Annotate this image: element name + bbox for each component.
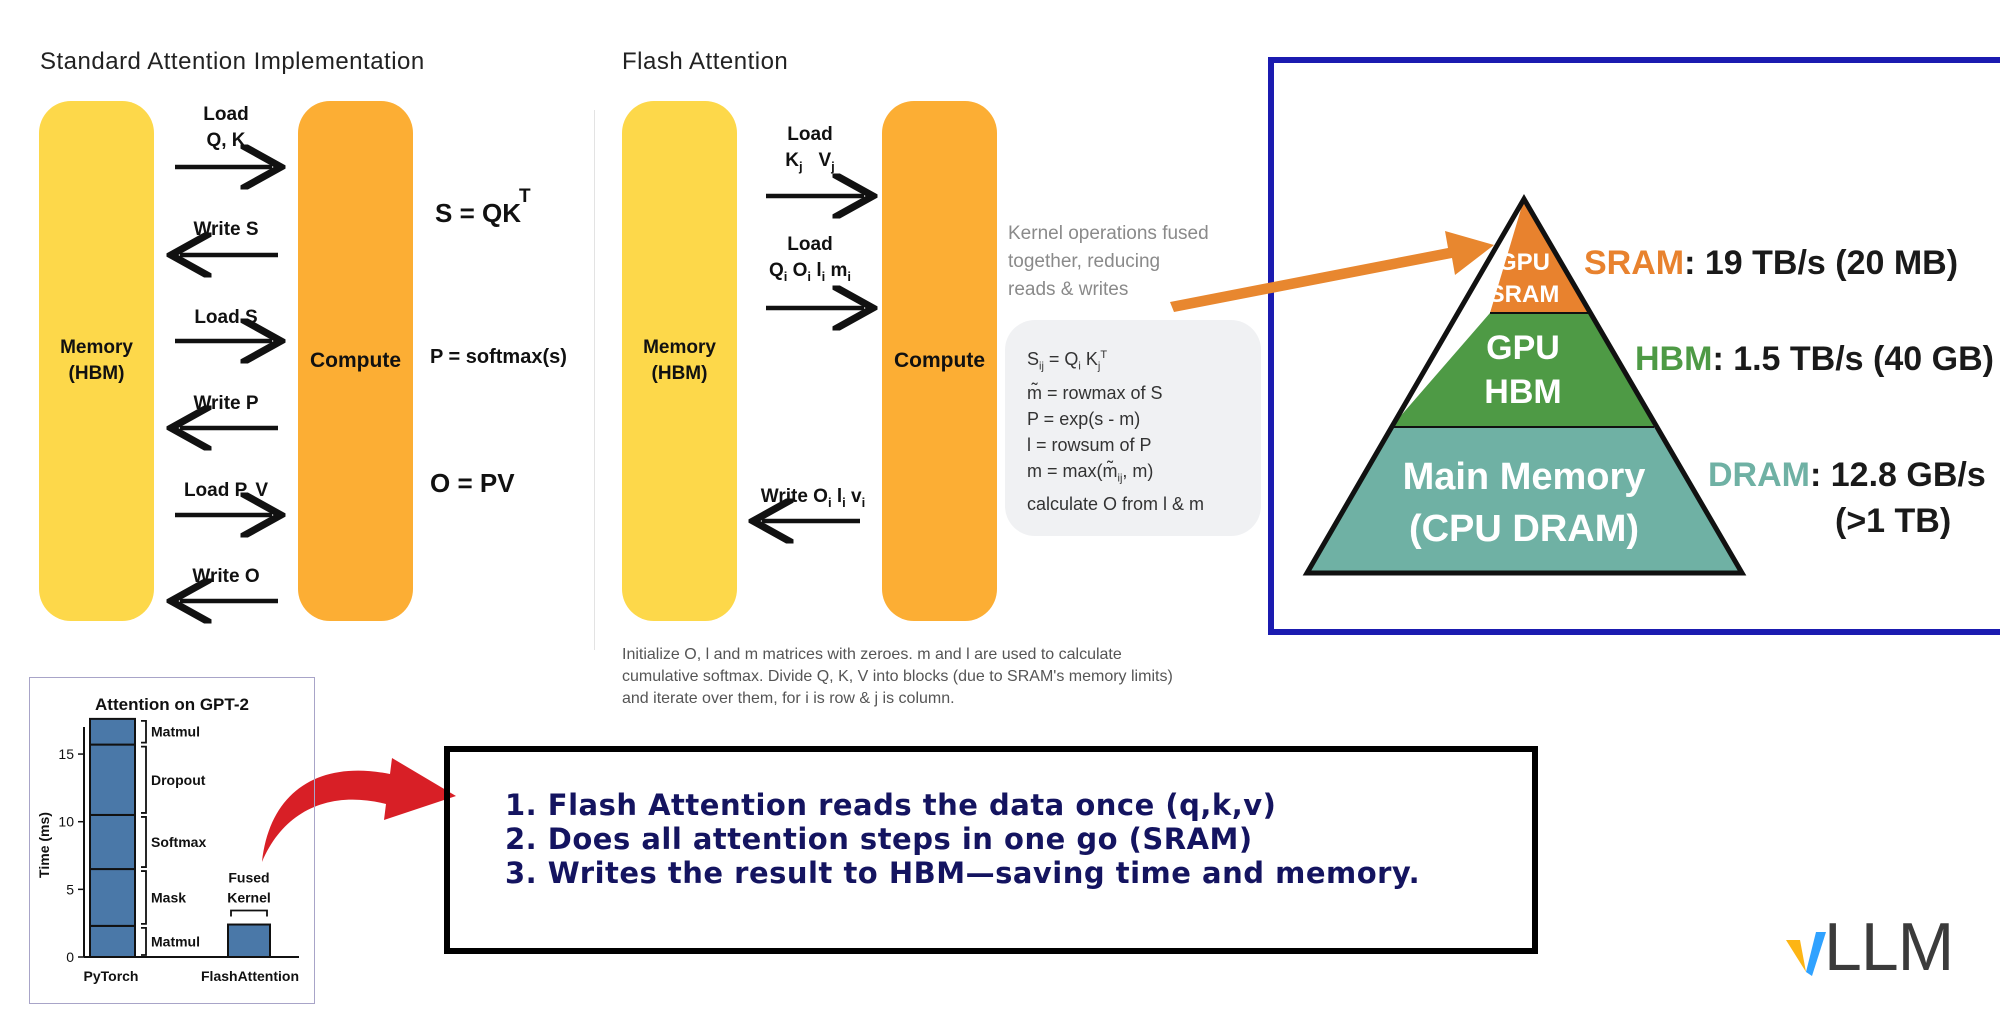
fused-note-line-2: together, reducing	[1008, 251, 1161, 272]
chart-bar-segment	[228, 925, 270, 957]
flash-op-qolm-vars: $Q_i$ $O_i$ $l_i$ $m_i$	[768, 260, 852, 284]
hbm-tier-label-2: HBM	[1484, 373, 1562, 411]
init-note-line-1: Initialize O, l and m matrices with zeroes. m and l are used to calculate	[622, 646, 1122, 663]
sram-tier-label-1: GPU	[1497, 249, 1551, 276]
hbm-value: : 1.5 TB/s (40 GB)	[1712, 340, 1994, 378]
summary-line-1: 1. Flash Attention reads the data once (q,k,v)	[505, 788, 1277, 822]
chart-category-label: PyTorch	[83, 968, 139, 984]
chart-y-tick-label: 15	[58, 746, 74, 763]
chart-segment-label: Dropout	[151, 771, 206, 788]
chart-category-label: FlashAttention	[201, 968, 299, 984]
step-max: $m = \max(m̃_{ij}$, m)	[1027, 460, 1154, 485]
chart-y-axis-label: Time (ms)	[36, 812, 52, 878]
pyramid-tier-dram	[1307, 427, 1742, 573]
chart-segment-label: Matmul	[151, 723, 200, 740]
chart-segment-label: Mask	[151, 889, 187, 906]
std-op-write-s: Write S	[193, 219, 259, 240]
sram-value: : 19 TB/s (20 MB)	[1684, 244, 1959, 282]
flash-op-write: Write $O_i$ $l_i$ $v_i$	[760, 486, 866, 510]
flash-compute-label: Compute	[894, 349, 985, 372]
step-rowmax: m̃ = rowmax of S	[1027, 382, 1163, 403]
std-op-load-s: Load S	[194, 307, 258, 328]
step-s: $S_{ij} = Q_i$ $K_j^T$	[1027, 349, 1108, 373]
chart-y-tick-label: 5	[66, 881, 74, 898]
step-rowsum: l = rowsum of P	[1027, 434, 1152, 455]
sram-tier-label-2: SRAM	[1488, 281, 1560, 308]
step-rowmax-text: = rowmax of S	[1047, 382, 1163, 403]
standard-compute-label: Compute	[310, 349, 401, 372]
standard-attention-title: Standard Attention Implementation	[40, 48, 425, 75]
equation-p: P = softmax(s)	[430, 346, 567, 368]
std-op-qk-label: Q, K	[206, 130, 246, 151]
equation-o: O = PV	[430, 468, 515, 498]
chart-fused-annotation-1: Fused	[228, 869, 270, 886]
fused-note-line-1: Kernel operations fused	[1008, 223, 1209, 244]
fused-note-line-3: reads & writes	[1008, 279, 1129, 300]
chart-segment-bracket	[141, 871, 146, 924]
flash-op-load-qolm-label: Load	[787, 234, 833, 255]
std-op-load-label: Load	[203, 104, 249, 125]
vllm-logo-mark	[1786, 932, 1826, 976]
std-op-load-pv: Load P, V	[183, 480, 269, 501]
chart-title: Attention on GPT-2	[95, 695, 249, 714]
dram-name: DRAM	[1708, 456, 1810, 494]
standard-memory-sublabel: (HBM)	[68, 363, 125, 384]
std-op-write-p: Write P	[193, 393, 259, 414]
equation-s-text: S = QK	[435, 198, 521, 228]
chart-segment-bracket	[141, 747, 146, 813]
flash-memory-label: Memory	[643, 337, 716, 358]
flash-op-kv-vars: $K_j$ $V_j$	[785, 150, 835, 174]
chart-fused-annotation-2: Kernel	[227, 889, 271, 906]
chart-segment-bracket	[141, 928, 146, 955]
std-op-write-o: Write O	[192, 566, 260, 587]
equation-s-superscript: T	[518, 186, 531, 207]
chart-y-tick-label: 0	[66, 949, 74, 965]
flash-attention-title: Flash Attention	[622, 48, 789, 75]
dram-tier-label-2: (CPU DRAM)	[1408, 508, 1640, 550]
chart-y-tick-label: 10	[58, 813, 74, 830]
standard-memory-label: Memory	[60, 337, 133, 358]
vllm-logo-v-right	[1806, 932, 1826, 976]
chart-segment-label: Softmax	[151, 834, 207, 850]
step-calc-o: calculate O from l & m	[1027, 494, 1205, 515]
init-note-line-3: and iterate over them, for i is row & j is column.	[622, 690, 955, 707]
step-exp: P = exp(s - m)	[1027, 408, 1141, 429]
fused-to-sram-arrow	[1170, 231, 1494, 312]
sram-name: SRAM	[1584, 244, 1685, 282]
dram-tier-label-1: Main Memory	[1402, 456, 1646, 498]
dram-capacity: (>1 TB)	[1835, 502, 1952, 540]
hbm-bandwidth	[1635, 340, 1994, 379]
summary-line-3: 3. Writes the result to HBM—saving time and memory.	[505, 856, 1421, 890]
chart-segment-label: Matmul	[151, 933, 200, 950]
gpt2-attention-chart	[29, 677, 315, 1004]
summary-line-2: 2. Does all attention steps in one go (SRAM)	[505, 822, 1253, 856]
hbm-tier-label-1: GPU	[1486, 329, 1560, 367]
chart-bar-segment	[90, 745, 135, 815]
chart-segment-bracket	[141, 721, 146, 743]
dram-value: : 12.8 GB/s	[1809, 456, 1986, 494]
chart-bar-segment	[90, 815, 135, 869]
flash-op-write-label: Write O	[760, 486, 828, 507]
flash-op-load-kv-label: Load	[787, 124, 833, 145]
init-note-line-2: cumulative softmax. Divide Q, K, V into blocks (due to SRAM's memory limits)	[622, 668, 1173, 685]
vllm-logo-text: LLM	[1824, 909, 1954, 985]
chart-fused-bracket	[231, 911, 267, 917]
vllm-logo-v-left	[1786, 940, 1806, 972]
chart-bar-segment	[90, 869, 135, 926]
sram-bandwidth	[1584, 244, 1958, 283]
hbm-name: HBM	[1635, 340, 1713, 378]
chart-bar-segment	[90, 926, 135, 957]
chart-bar-segment	[90, 719, 135, 745]
flash-memory-sublabel: (HBM)	[651, 363, 708, 384]
dram-bandwidth	[1708, 456, 1986, 495]
chart-segment-bracket	[141, 817, 146, 867]
